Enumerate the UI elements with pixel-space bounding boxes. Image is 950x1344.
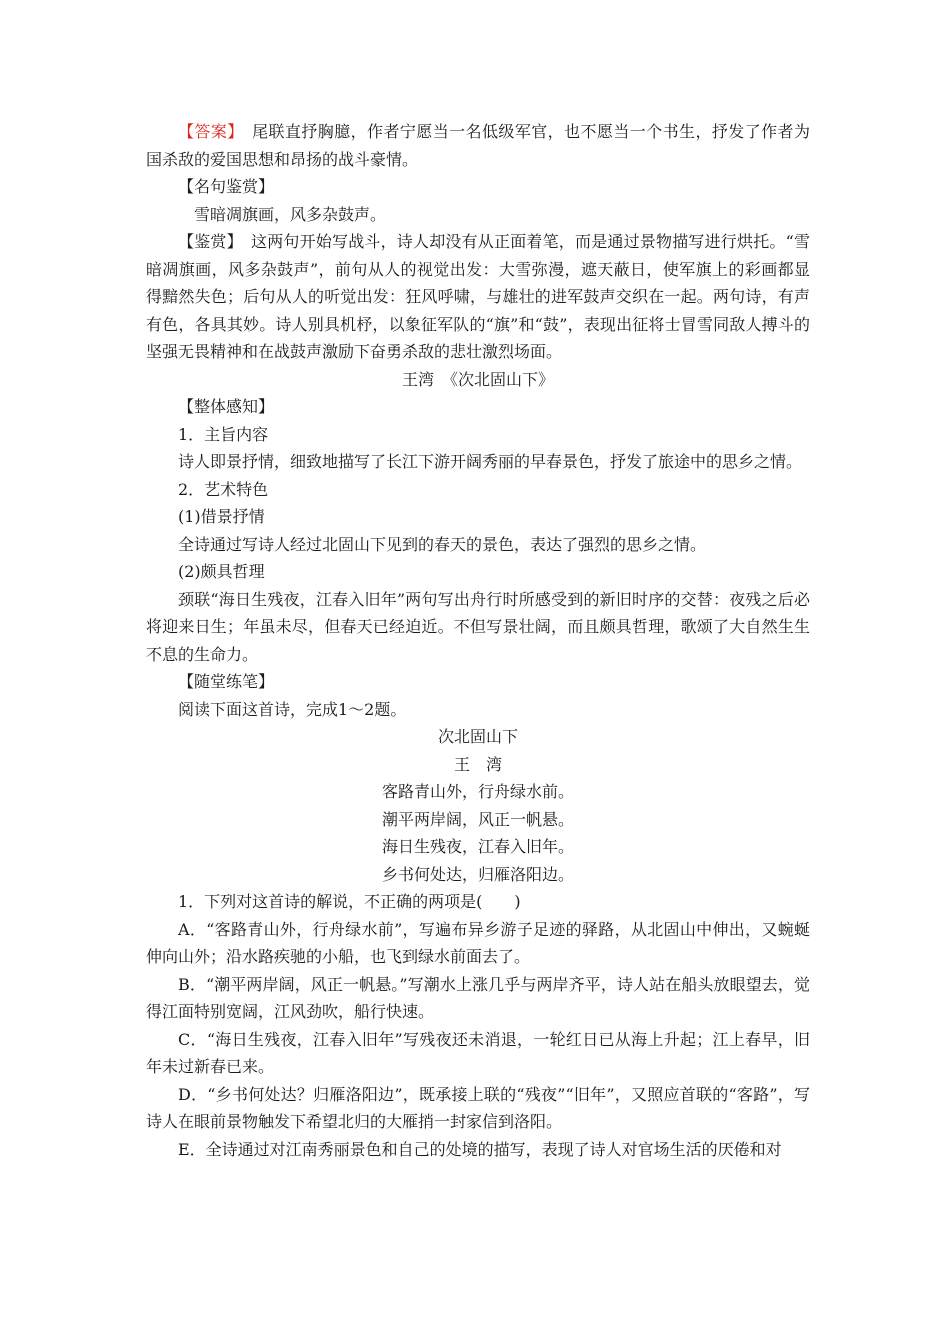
poem-line: 海日生残夜，江春入旧年。 (381, 837, 574, 856)
overview-sub2-text: 颈联“海日生残夜，江春入旧年”两句写出舟行时所感受到的新旧时序的交替：夜残之后必将迎来日生；年虽未尽，但春天已经迫近。不但写景壮阔，而且颇具哲理，歌颂了大自然生生不息的生命力。 (146, 589, 810, 664)
question-option-a: A．“客路青山外，行舟绿水前”，写遍布异乡游子足迹的驿路，从北固山中伸出，又蜿蜒伸向山外；沿水路疾驰的小船，也飞到绿水前面去了。 (146, 919, 810, 966)
famous-line-quote: 雪暗凋旗画，风多杂鼓声。 (194, 204, 387, 224)
poem-line: 客路青山外，行舟绿水前。 (381, 782, 574, 801)
overview-item1-text: 诗人即景抒情，细致地描写了长江下游开阔秀丽的早春景色，抒发了旅途中的思乡之情。 (178, 452, 803, 471)
question-option-e: E．全诗通过对江南秀丽景色和自己的处境的描写，表现了诗人对官场生活的厌倦和对 (178, 1139, 782, 1159)
poem-line: 乡书何处达，归雁洛阳边。 (381, 864, 574, 884)
appreciation-tag: 【鉴赏】 (178, 232, 235, 251)
answer-tag: 【答案】 (178, 122, 236, 141)
practice-heading: 【随堂练笔】 (178, 672, 275, 691)
question-option-d: D．“乡书何处达？归雁洛阳边”，既承接上联的“残夜”“旧年”，又照应首联的“客路”，写诗人在眼前景物触发下希望北归的大雁捎一封家信到洛阳。 (146, 1084, 810, 1131)
overview-item1-title: 1．主旨内容 (178, 424, 269, 444)
poem-title: 次北固山下 (437, 727, 518, 746)
answer-text: 尾联直抒胸臆，作者宁愿当一名低级军官，也不愿当一个书生，抒发了作者为国杀敌的爱国思想和昂扬的战斗豪情。 (146, 122, 810, 169)
document-body (146, 118, 810, 1163)
overview-item2-title: 2．艺术特色 (178, 479, 269, 499)
poem-line: 潮平两岸阔，风正一帆悬。 (381, 809, 574, 829)
answer-paragraph (146, 118, 810, 173)
appreciation-paragraph (146, 228, 810, 366)
appreciation-text: 这两句开始写战斗，诗人却没有从正面着笔，而是通过景物描写进行烘托。“雪暗凋旗画，风多杂鼓声”，前句从人的视觉出发：大雪弥漫，遮天蔽日，使军旗上的彩画都显得黯然失色；后句从人的听觉出发：狂风呼啸，与雄壮的进军鼓声交织在一起。两句诗，有声有色，各具其妙。诗人别具机杼，以象征军队的“旗”和“鼓”，表现出征将士冒雪同敌人搏斗的坚强无畏精神和在战鼓声激励下奋勇杀敌的悲壮激烈场面。 (146, 232, 810, 361)
famous-line-heading: 【名句鉴赏】 (178, 177, 275, 196)
overview-sub2-title: (2)颇具哲理 (178, 562, 265, 581)
overview-sub1-title: (1)借景抒情 (178, 507, 265, 526)
practice-instruction: 阅读下面这首诗，完成1～2题。 (178, 699, 407, 719)
poem-author: 王 湾 (453, 754, 502, 774)
section-title: 王湾 《次北固山下》 (401, 369, 554, 389)
question-1: 1．下列对这首诗的解说，不正确的两项是( ) (178, 892, 521, 911)
question-option-b: B．“潮平两岸阔，风正一帆悬。”写潮水上涨几乎与两岸齐平，诗人站在船头放眼望去，觉得江面特别宽阔，江风劲吹，船行快速。 (146, 974, 810, 1021)
question-option-c: C．“海日生残夜，江春入旧年”写残夜还未消退，一轮红日已从海上升起；江上春早，旧年未过新春已来。 (146, 1029, 810, 1076)
overview-heading: 【整体感知】 (178, 397, 275, 416)
overview-sub1-text: 全诗通过写诗人经过北固山下见到的春天的景色，表达了强烈的思乡之情。 (178, 534, 707, 554)
